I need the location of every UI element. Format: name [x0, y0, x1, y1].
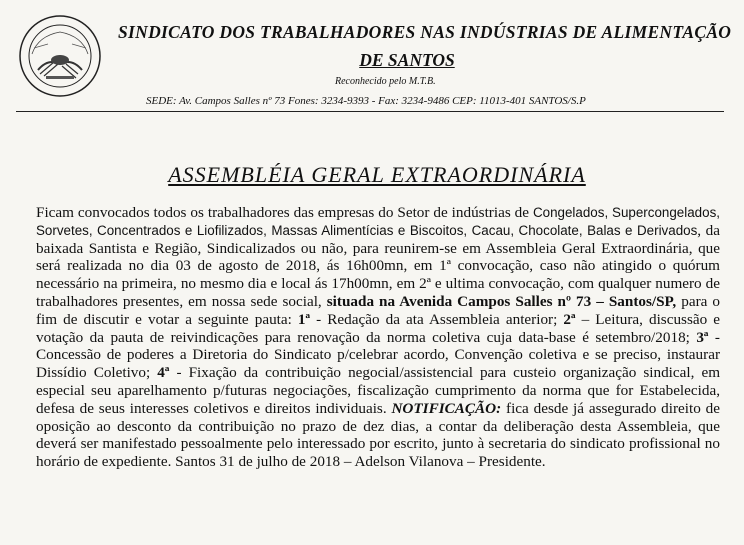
address-line — [146, 95, 586, 107]
body-part: situada na Avenida Campos Salles nº 73 – Santos/SP, — [326, 292, 677, 310]
notification-label: NOTIFICAÇÃO: — [391, 399, 502, 417]
agenda-item-text: - Redação da ata Assembleia anterior; — [310, 310, 564, 328]
convocation-body — [36, 204, 720, 471]
body-part: para o fim de discutir e votar a seguinte pauta: — [36, 292, 721, 328]
body-part: Ficam convocados todos os trabalhadores das empresas do Setor de indústrias de — [36, 204, 533, 221]
header-divider — [16, 111, 724, 112]
address-text: Av. Campos Salles nº 73 Fones: 3234-9393 - Fax: 3234-9486 CEP: 11013-401 SANTOS/S.P — [176, 95, 586, 107]
address-label: SEDE: — [146, 95, 177, 107]
recognition-note: Reconhecido pelo M.T.B. — [335, 76, 436, 87]
body-part: Congelados, Supercongelados, Sorvetes, Concentrados e Liofilizados, Massas Alimentícias e Biscoitos, Cacau, Chocolate, Balas e Derivados — [36, 205, 720, 238]
body-part: , da baixada Santista e Região, Sindicalizados ou não, para reunirem-se em Assembleia Geral Extraordinária, que será realizada no dia 03 de agosto de 2018, ás 16h00mn, em 1ª convocação, caso não atingido o quórum necessário na primeira, no mesmo dia e local ás 17h00mn, em 2ª e ultima convocação, com qualquer numero de trabalhadores presentes, em nossa sede social, — [36, 221, 720, 310]
agenda-item-number: 4ª — [157, 364, 170, 382]
agenda-item-number: 2ª — [563, 310, 576, 328]
agenda-item-text: – Leitura, discussão e votação da pauta de reivindicações para renovação da norma coletiva cuja data-base é setembro/2018; — [36, 310, 721, 346]
document-title: ASSEMBLÉIA GERAL EXTRAORDINÁRIA — [168, 162, 586, 187]
union-name-line1: SINDICATO DOS TRABALHADORES NAS INDÚSTRIAS DE ALIMENTAÇÃO — [118, 22, 732, 42]
union-name-line2: DE SANTOS — [359, 50, 455, 70]
agenda-item-text: - Concessão de poderes a Diretoria do Sindicato p/celebrar acordo, Convenção coletiva e se preciso, instaurar Dissídio Coletivo; — [36, 328, 720, 382]
agenda-item-number: 3ª — [696, 328, 709, 346]
notification-text: fica desde já assegurado direito de oposição ao desconto da contribuição no prazo de dez dias, a contar da deliberação desta Assembleia, que deverá ser manifestado pessoalmente pelo interessado por escrito, junto à secretaria do sindicato profissional no horário de expediente. Santos 31 de julho de 2018 – Adelson Vilanova – Presidente. — [36, 399, 720, 471]
agenda-item-text: - Fixação da contribuição negocial/assistencial para custeio organização sindical, em especial seu aparelhamento p/futuras negociações, fiscalização cumprimento da norma que for Estabelecida, defesa de seus interesses coletivos e direitos individuais. — [36, 364, 721, 417]
agenda-item-number: 1ª — [297, 310, 311, 328]
